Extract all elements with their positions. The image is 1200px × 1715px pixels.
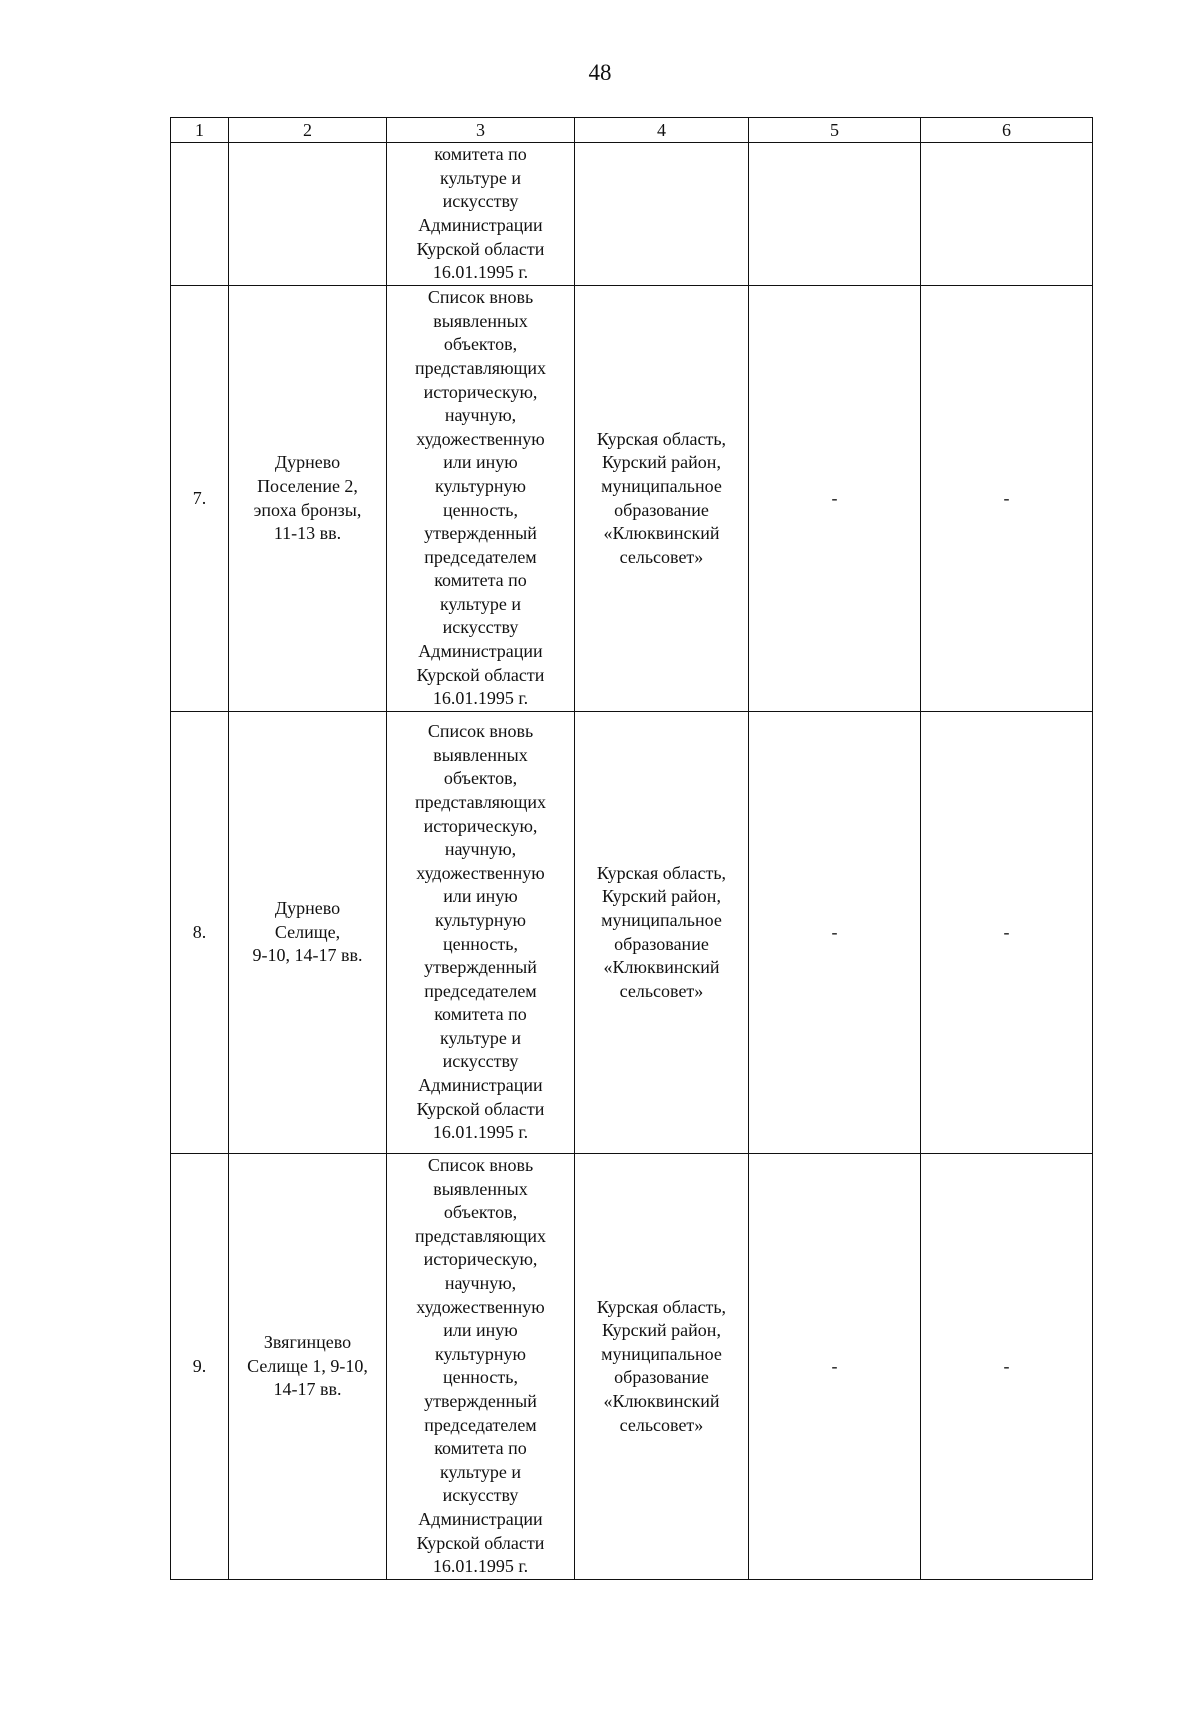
- cell-col6: [921, 286, 1093, 712]
- cell-number: [171, 286, 229, 712]
- cell-name: [229, 286, 387, 712]
- row-number: 9.: [192, 1355, 207, 1376]
- cell-empty: [575, 143, 749, 286]
- column-header-3: 3: [387, 118, 575, 143]
- cell-empty: [749, 143, 921, 286]
- document-text: Список вновь выявленных объектов, представляющих историческую, научную, художественную или иную культурную ценность, утвержденный председателем комитета по культуре и искусству Администрации Курской области 16.01.1995 г.: [414, 287, 547, 709]
- cell-document: [387, 286, 575, 712]
- cell-location: [575, 286, 749, 712]
- col5-value: -: [831, 1355, 838, 1376]
- cell-col6: [921, 712, 1093, 1154]
- cell-document: [387, 712, 575, 1154]
- cell-empty: [229, 143, 387, 286]
- heritage-objects-table: [170, 117, 1093, 1580]
- page-number: 48: [588, 60, 612, 85]
- object-name: Дурнево Селище, 9-10, 14-17 вв.: [252, 898, 363, 966]
- cell-empty: [171, 143, 229, 286]
- cell-col5: [749, 286, 921, 712]
- location-text: Курская область, Курский район, муниципальное образование «Клюквинский сельсовет»: [596, 1296, 727, 1435]
- column-header-6: 6: [921, 118, 1093, 143]
- cell-document: [387, 1154, 575, 1580]
- col6-value: -: [1003, 487, 1010, 508]
- table-row: [171, 712, 1093, 1154]
- col6-value: -: [1003, 921, 1010, 942]
- cell-name: [229, 712, 387, 1154]
- col5-value: -: [831, 487, 838, 508]
- cell-name: [229, 1154, 387, 1580]
- column-header-4: 4: [575, 118, 749, 143]
- cell-col5: [749, 1154, 921, 1580]
- cell-col6: [921, 1154, 1093, 1580]
- cell-location: [575, 712, 749, 1154]
- document-text: Список вновь выявленных объектов, представляющих историческую, научную, художественную или иную культурную ценность, утвержденный председателем комитета по культуре и искусству Администрации Курской области 16.01.1995 г.: [414, 1155, 547, 1577]
- object-name: Дурнево Поселение 2, эпоха бронзы, 11-13 вв.: [253, 452, 362, 544]
- row-number: 8.: [192, 921, 207, 942]
- col6-value: -: [1003, 1355, 1010, 1376]
- table-row: [171, 286, 1093, 712]
- column-header-5: 5: [749, 118, 921, 143]
- row-number: 7.: [192, 487, 207, 508]
- cell-document: [387, 143, 575, 286]
- col5-value: -: [831, 921, 838, 942]
- cell-empty: [921, 143, 1093, 286]
- column-header-2: 2: [229, 118, 387, 143]
- table-header-row: [171, 118, 1093, 143]
- cell-number: [171, 712, 229, 1154]
- table-row-continuation: [171, 143, 1093, 286]
- location-text: Курская область, Курский район, муниципальное образование «Клюквинский сельсовет»: [596, 862, 727, 1001]
- document-text: Список вновь выявленных объектов, представляющих историческую, научную, художественную или иную культурную ценность, утвержденный председателем комитета по культуре и искусству Администрации Курской области 16.01.1995 г.: [414, 721, 547, 1143]
- cell-number: [171, 1154, 229, 1580]
- table-row: [171, 1154, 1093, 1580]
- object-name: Звягинцево Селище 1, 9-10, 14-17 вв.: [247, 1331, 368, 1400]
- column-header-1: 1: [171, 118, 229, 143]
- location-text: Курская область, Курский район, муниципальное образование «Клюквинский сельсовет»: [596, 428, 727, 567]
- cell-location: [575, 1154, 749, 1580]
- document-text: комитета по культуре и искусству Администрации Курской области 16.01.1995 г.: [416, 144, 545, 283]
- cell-col5: [749, 712, 921, 1154]
